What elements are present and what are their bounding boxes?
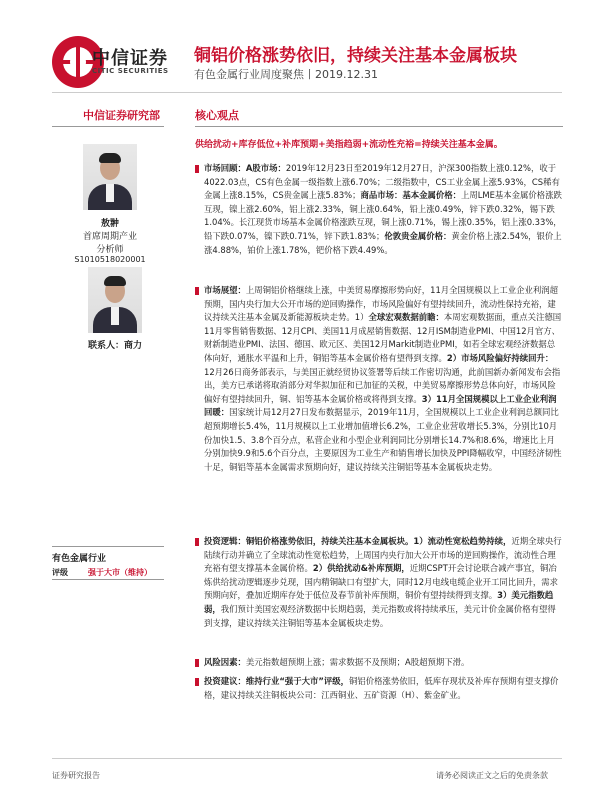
investment-logic-section — [195, 535, 563, 630]
footer-disclaimer: 请务必阅读正文之后的免责条款 — [436, 771, 548, 780]
market-outlook-lead2: 全球宏观数据前瞻： — [368, 312, 444, 323]
market-review-text-a: 2019年12月23日至2019年12月27日，沪深300指数上涨0.12%，收于4022.03点，CS有色金属一级指数上涨6.70%；二级指数中，CS工业金属上涨5.93%，CS稀有金属上涨8.15%，CS贵金属上涨5.83%； — [204, 163, 560, 201]
core-view-heading: 核心观点 — [195, 109, 239, 122]
header-divider — [52, 92, 562, 93]
footer-left-text: 证券研究报告 — [52, 771, 100, 780]
market-review-lead3: 伦敦贵金属价格： — [384, 230, 452, 241]
left-section-divider — [52, 126, 164, 127]
investment-logic-lead2: 2）供给扰动&补库预期， — [312, 563, 410, 574]
market-review-lead2: 商品市场：基本金属价格： — [360, 190, 461, 201]
market-outlook-lead: 市场展望： — [204, 285, 246, 295]
contact-photo — [88, 267, 142, 333]
paragraph-risk-factors — [195, 656, 563, 670]
analyst-photo — [83, 144, 137, 210]
risk-factors-lead: 风险因素： — [204, 657, 246, 667]
headline: 供给扰动+库存低位+补库预期+美指趋弱+流动性充裕=持续关注基本金属。 — [195, 140, 503, 150]
investment-advice-lead: 投资建议：维持行业“强于大市”评级， — [204, 676, 350, 686]
contact-person: 联系人：商力 — [88, 341, 143, 351]
market-outlook-text-b: 本周宏观数据面，重点关注德国11月零售销售数据、12月CPI、美国11月成屋销售数据、12月ISM制造业PMI、中国12月官方、财新制造业PMI、法国、德国、欧元区、美国12月Markit制造业PMI，如若全球宏观经济数据总体向好，通胀水平温和上升，铜铝等基本金属价格有望得到支撑。 — [204, 312, 562, 363]
market-outlook-section — [195, 284, 563, 474]
risk-factors-text: 美元指数超预期上涨；需求数据不及预期；A股超预期下滑。 — [245, 657, 470, 667]
research-dept-heading: 中信证券研究部 — [83, 109, 160, 122]
investment-logic-text-b: 近期CSPT开会讨论联合减产事宜，铜冶炼供给扰动逻辑逐步兑现，国内精铜缺口有望扩大，同时12月电线电缆企业开工同比回升，需求预期向好，叠加近期库存处于低位及春节前补库预期，铜价有望持续得到支撑。 — [204, 563, 559, 601]
investment-logic-lead3: 3）美元指数趋弱， — [204, 590, 554, 614]
right-section-divider — [195, 126, 563, 127]
sidebar-rating-label: 评级 — [52, 568, 68, 577]
analyst-name: 敖翀 — [100, 219, 119, 229]
sidebar-divider-top — [52, 546, 164, 547]
sidebar-divider-bottom — [52, 579, 164, 580]
investment-logic-lead: 投资逻辑：铜铝价格涨势依旧，持续关注基本金属板块。1）流动性宽松趋势持续， — [204, 536, 512, 546]
paragraph-market-outlook — [195, 284, 563, 474]
analyst-title-line1: 首席周期产业 — [82, 232, 137, 242]
investment-logic-text-a: 近期全球央行陆续行动并确立了全球流动性宽松趋势，上周国内央行加大公开市场的逆回购操作，流动性合理充裕有望支撑基本金属价格。 — [204, 536, 562, 574]
paragraph-investment-advice — [195, 675, 563, 702]
investment-advice-text: 铜铝价格涨势依旧，低库存现状及补库存预期有望支撑价格，建议持续关注铜板块公司：江西铜业、五矿资源（H）、紫金矿业。 — [204, 676, 559, 700]
paragraph-market-review — [195, 162, 563, 257]
market-review-section — [195, 162, 563, 257]
market-review-text-c: 黄金价格上涨2.54%，银价上涨4.88%，铂价上涨1.78%，钯价格下跌4.49%。 — [204, 230, 562, 255]
investment-advice-section — [195, 675, 563, 702]
investment-logic-text-c: 我们预计美国宏观经济数据中长期趋弱，美元指数或将持续承压，美元计价金属价格有望得到支撑，建议持续关注铜铝等基本金属板块走势。 — [204, 603, 556, 628]
market-review-lead: 市场回顾：A股市场： — [204, 163, 286, 173]
report-subtitle: 有色金属行业周度聚焦丨2019.12.31 — [194, 68, 378, 81]
market-outlook-text-d: 国家统计局12月27日发布数据显示，2019年11月，全国规模以上工业企业利润总额同比超预期增长5.4%，11月规模以上工业增加值增长6.2%，工业企业营收增长5.3%，分别比10月份加快1.5、3.8个百分点，私营企业和小型企业利润同比分别增长14.7%和8.6%，增速比上月分别加快9.9和5.6个百分点，主要原因为工业生产和销售增长加快及PPI降幅收窄，中国经济韧性十足，铜铝等基本金属需求预期向好，建议持续关注铜铝等基本金属板块走势。 — [204, 407, 562, 472]
market-outlook-lead4: 3）11月全国规模以上工业企业利润回暖： — [204, 393, 557, 418]
report-title: 铜铝价格涨势依旧，持续关注基本金属板块 — [194, 46, 517, 66]
footer-divider — [52, 758, 562, 759]
risk-factors-section — [195, 656, 563, 670]
market-review-text-b: 上周LME基本金属价格涨跌互现，镍上涨2.60%，铝上涨2.33%，铜上涨0.64%，铅上涨0.49%，锌下跌0.32%，锡下跌1.04%。长江现货市场基本金属价格涨跌互现，铜上涨0.71%，锡上涨0.35%，铝上涨0.33%，铅下跌0.07%，镍下跌0.71%，锌下跌1.83%； — [204, 190, 562, 241]
paragraph-investment-logic — [195, 535, 563, 630]
sidebar-rating-value: 强于大市（维持） — [88, 568, 152, 577]
brand-name-en: CITIC SECURITIES — [92, 67, 169, 75]
market-outlook-text-a: 上周铜铝价格继续上涨，中美贸易摩擦形势向好，11月全国规模以上工业企业利润超预期，国内央行加大公开市场的逆回购操作，市场风险偏好有望持续回升，流动性保持充裕，建议持续关注基本金属及新能源板块走势。1） — [204, 285, 559, 323]
analyst-cert-id: S1010518020001 — [74, 255, 146, 264]
analyst-title-line2: 分析师 — [96, 245, 124, 255]
brand-name-cn: 中信证券 — [92, 48, 168, 69]
sidebar-industry: 有色金属行业 — [52, 554, 107, 564]
market-outlook-lead3: 2）市场风险偏好持续回升： — [446, 352, 554, 363]
market-outlook-text-c: 12月26日商务部表示，与美国正就经贸协议签署等后续工作密切沟通，此前国新办新闻发布会指出，美方已承诺将取消部分对华拟加征和已加征的关税，中美贸易摩擦形势总体向好，市场风险偏好有望持续回升，铜、铝等基本金属价格或将得到支撑。 — [204, 366, 561, 404]
